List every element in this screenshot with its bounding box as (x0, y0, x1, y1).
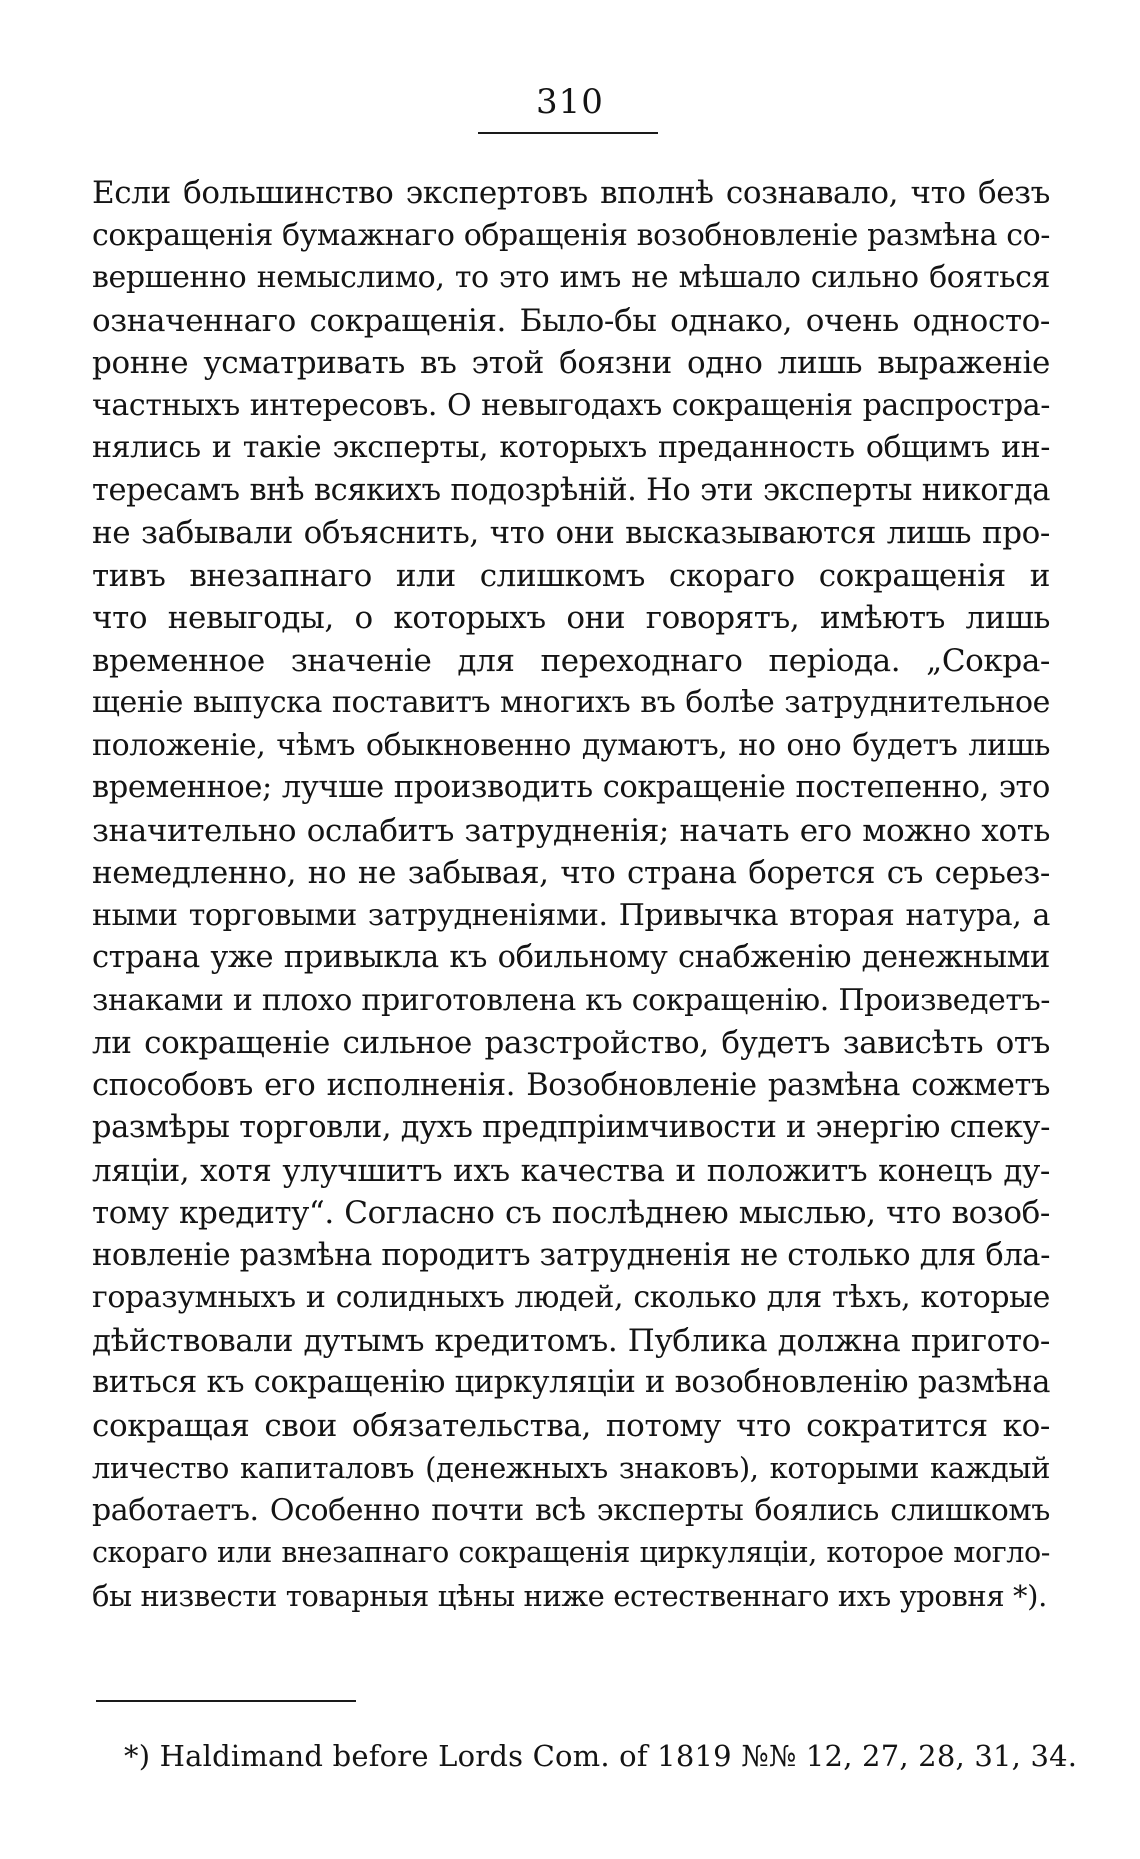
text-line: временное значеніе для переходнаго періода. „Сокра- (92, 642, 1050, 679)
text-line: горазумныхъ и солидныхъ людей, сколько для тѣхъ, которые (92, 1280, 1050, 1315)
text-line: ронне усматривать въ этой боязни одно лишь выраженіе (92, 345, 1050, 381)
text-line: нялись и такіе эксперты, которыхъ преданность общимъ ин- (92, 430, 1050, 465)
text-line: скораго или внезапнаго сокращенія циркуляціи, которое могло- (92, 1536, 1050, 1569)
text-line: не забывали объяснить, что они высказываются лишь про- (92, 515, 1050, 551)
text-line: частныхъ интересовъ. О невыгодахъ сокращенія распростра- (92, 387, 1050, 423)
page-number: 310 (536, 82, 604, 122)
text-line: тому кредиту“. Согласно съ послѣднею мыслью, что возоб- (92, 1195, 1050, 1231)
text-line: положеніе, чѣмъ обыкновенно думаютъ, но оно будетъ лишь (92, 727, 1050, 763)
text-line: новленіе размѣна породитъ затрудненія не столько для бла- (92, 1237, 1050, 1273)
text-line: личество капиталовъ (денежныхъ знаковъ), которыми каждый (92, 1451, 1050, 1485)
text-line: работаетъ. Особенно почти всѣ эксперты боялись слишкомъ (92, 1492, 1050, 1528)
text-line: знаками и плохо приготовлена къ сокращенію. Произведетъ- (92, 982, 1050, 1018)
text-line: ляціи, хотя улучшитъ ихъ качества и положитъ конецъ ду- (92, 1152, 1050, 1189)
text-line: что невыгоды, о которыхъ они говорятъ, имѣютъ лишь (92, 600, 1050, 636)
text-line: ли сокращеніе сильное разстройство, будетъ зависѣть отъ (92, 1025, 1050, 1061)
page-number-rule (478, 132, 658, 134)
text-line: щеніе выпуска поставитъ многихъ въ болѣе затруднительное (92, 685, 1050, 720)
text-line: немедленно, но не забывая, что страна борется съ серьез- (92, 855, 1050, 891)
text-line: дѣйствовали дутымъ кредитомъ. Публика должна пригото- (92, 1322, 1050, 1359)
text-line: тересамъ внѣ всякихъ подозрѣній. Но эти эксперты никогда (92, 472, 1050, 508)
text-line: вершенно немыслимо, то это имъ не мѣшало сильно бояться (92, 260, 1050, 295)
text-line: временное; лучше производить сокращеніе постепенно, это (92, 770, 1050, 805)
text-line: означеннаго сокращенія. Было-бы однако, очень односто- (92, 302, 1050, 339)
text-line: страна уже привыкла къ обильному снабженію денежными (92, 940, 1050, 975)
footnote: *) Haldimand before Lords Com. of 1819 №№ 12, 27, 28, 31, 34. (124, 1739, 1078, 1773)
text-line: размѣры торговли, духъ предпріимчивости и энергію спеку- (92, 1110, 1050, 1145)
text-line: бы низвести товарныя цѣны ниже естественнаго ихъ уровня *). (92, 1578, 1047, 1613)
body-text (92, 172, 1050, 1617)
text-line: способовъ его исполненія. Возобновленіе размѣна сожметъ (92, 1067, 1050, 1103)
text-line: сокращая свои обязательства, потому что сократится ко- (92, 1407, 1050, 1444)
text-line: ными торговыми затрудненіями. Привычка вторая натура, а (92, 897, 1050, 933)
text-line: виться къ сокращенію циркуляціи и возобновленію размѣна (92, 1365, 1050, 1400)
text-line: сокращенія бумажнаго обращенія возобновленіе размѣна со- (92, 217, 1051, 253)
text-line: значительно ослабитъ затрудненія; начать его можно хоть (92, 812, 1050, 849)
text-line: тивъ внезапнаго или слишкомъ скораго сокращенія и (92, 557, 1050, 594)
text-line: Если большинство экспертовъ вполнѣ сознавало, что безъ (92, 175, 1050, 211)
footnote-rule (96, 1700, 356, 1702)
